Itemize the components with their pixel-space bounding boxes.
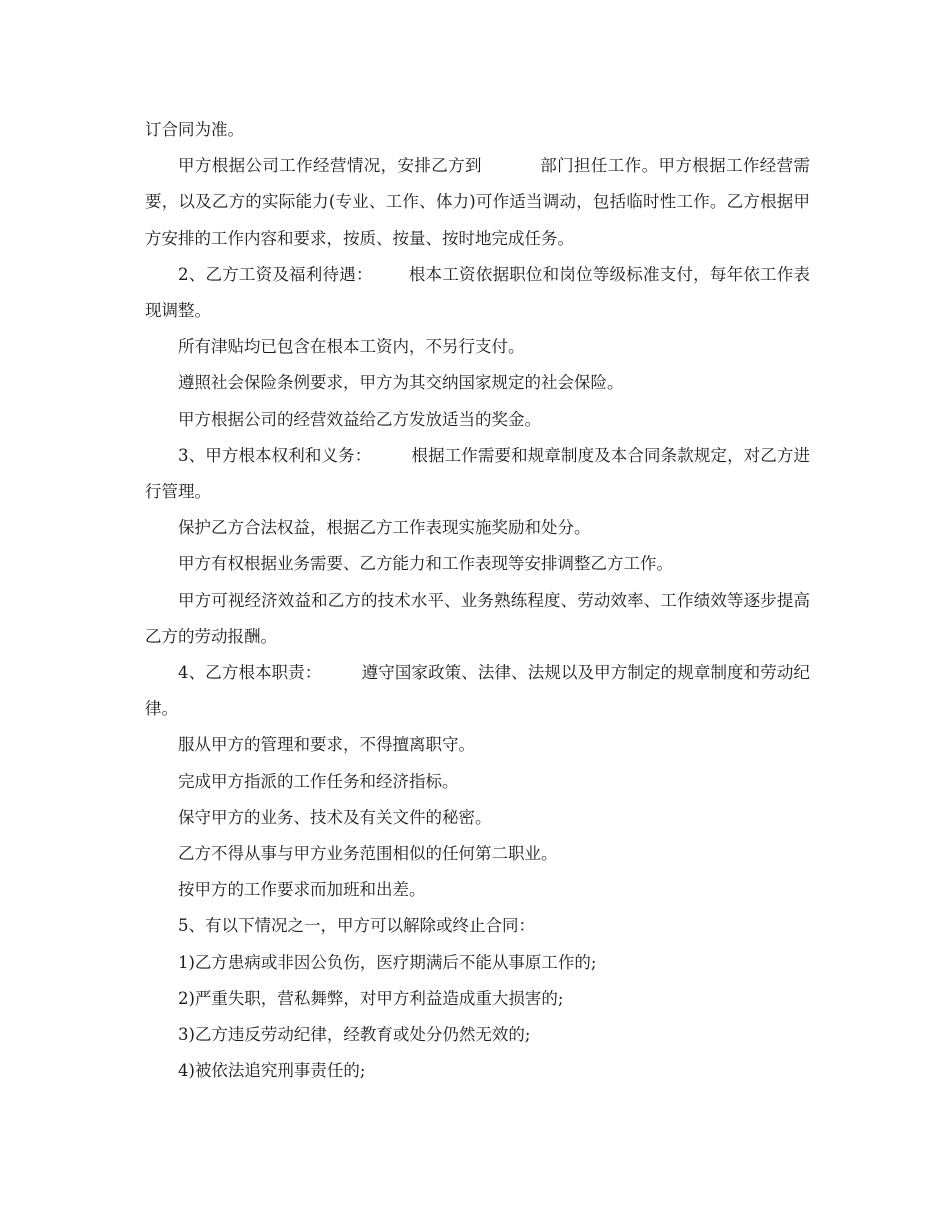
paragraph-termination-heading: 5、有以下情况之一，甲方可以解除或终止合同： xyxy=(178,916,535,936)
employee-duties-heading: 4、乙方根本职责： xyxy=(178,663,322,683)
assignment-text-after: 部门担任工作。甲方根据工作经营需要，以及乙方的实际能力(专业、工作、体力)可作适当调动，包括临时性工作。乙方根据甲方安排的工作内容和要求，按质、按量、按时地完成任务。 xyxy=(145,156,811,248)
paragraph-adjust-work: 甲方有权根据业务需要、乙方能力和工作表现等安排调整乙方工作。 xyxy=(178,554,673,574)
paragraph-bonus: 甲方根据公司的经营效益给乙方发放适当的奖金。 xyxy=(178,409,541,429)
employer-rights-heading: 3、甲方根本权利和义务： xyxy=(178,445,372,465)
wage-heading: 2、乙方工资及福利待遇： xyxy=(178,264,373,284)
list-item-termination-2: 2)严重失职，营私舞弊，对甲方利益造成重大损害的; xyxy=(178,988,564,1008)
wage-text: 根本工资依据职位和岗位等级标准支付，每年依工作表现调整。 xyxy=(145,264,811,321)
paragraph-social-insurance: 遵照社会保险条例要求，甲方为其交纳国家规定的社会保险。 xyxy=(178,373,624,393)
paragraph-employee-duties xyxy=(145,655,810,727)
list-item-termination-4: 4)被依法追究刑事责任的; xyxy=(178,1061,366,1081)
assignment-text-before: 甲方根据公司工作经营情况，安排乙方到 xyxy=(178,156,482,176)
list-item-termination-1: 1)乙方患病或非因公负伤，医疗期满后不能从事原工作的; xyxy=(178,952,597,972)
paragraph-protect-rights: 保护乙方合法权益，根据乙方工作表现实施奖励和处分。 xyxy=(178,518,591,538)
paragraph-raise-pay: 甲方可视经济效益和乙方的技术水平、业务熟练程度、劳动效率、工作绩效等逐步提高乙方的劳动报酬。 xyxy=(145,590,810,646)
list-item-termination-3: 3)乙方违反劳动纪律，经教育或处分仍然无效的; xyxy=(178,1025,531,1045)
paragraph-contract-basis: 订合同为准。 xyxy=(145,120,244,139)
employer-rights-text: 根据工作需要和规章制度及本合同条款规定，对乙方进行管理。 xyxy=(145,445,811,502)
paragraph-overtime: 按甲方的工作要求而加班和出差。 xyxy=(178,880,426,900)
paragraph-employer-rights xyxy=(145,438,810,510)
paragraph-wage-benefits xyxy=(145,257,810,329)
paragraph-confidentiality: 保守甲方的业务、技术及有关文件的秘密。 xyxy=(178,807,492,827)
paragraph-no-second-job: 乙方不得从事与甲方业务范围相似的任何第二职业。 xyxy=(178,844,558,864)
contract-text-body xyxy=(145,112,810,1089)
paragraph-complete-tasks: 完成甲方指派的工作任务和经济指标。 xyxy=(178,771,459,791)
paragraph-allowances: 所有津贴均已包含在根本工资内，不另行支付。 xyxy=(178,337,525,357)
paragraph-work-assignment xyxy=(145,148,810,257)
employee-duties-text: 遵守国家政策、法律、法规以及甲方制定的规章制度和劳动纪律。 xyxy=(145,663,811,719)
paragraph-obey-management: 服从甲方的管理和要求，不得擅离职守。 xyxy=(178,735,475,755)
